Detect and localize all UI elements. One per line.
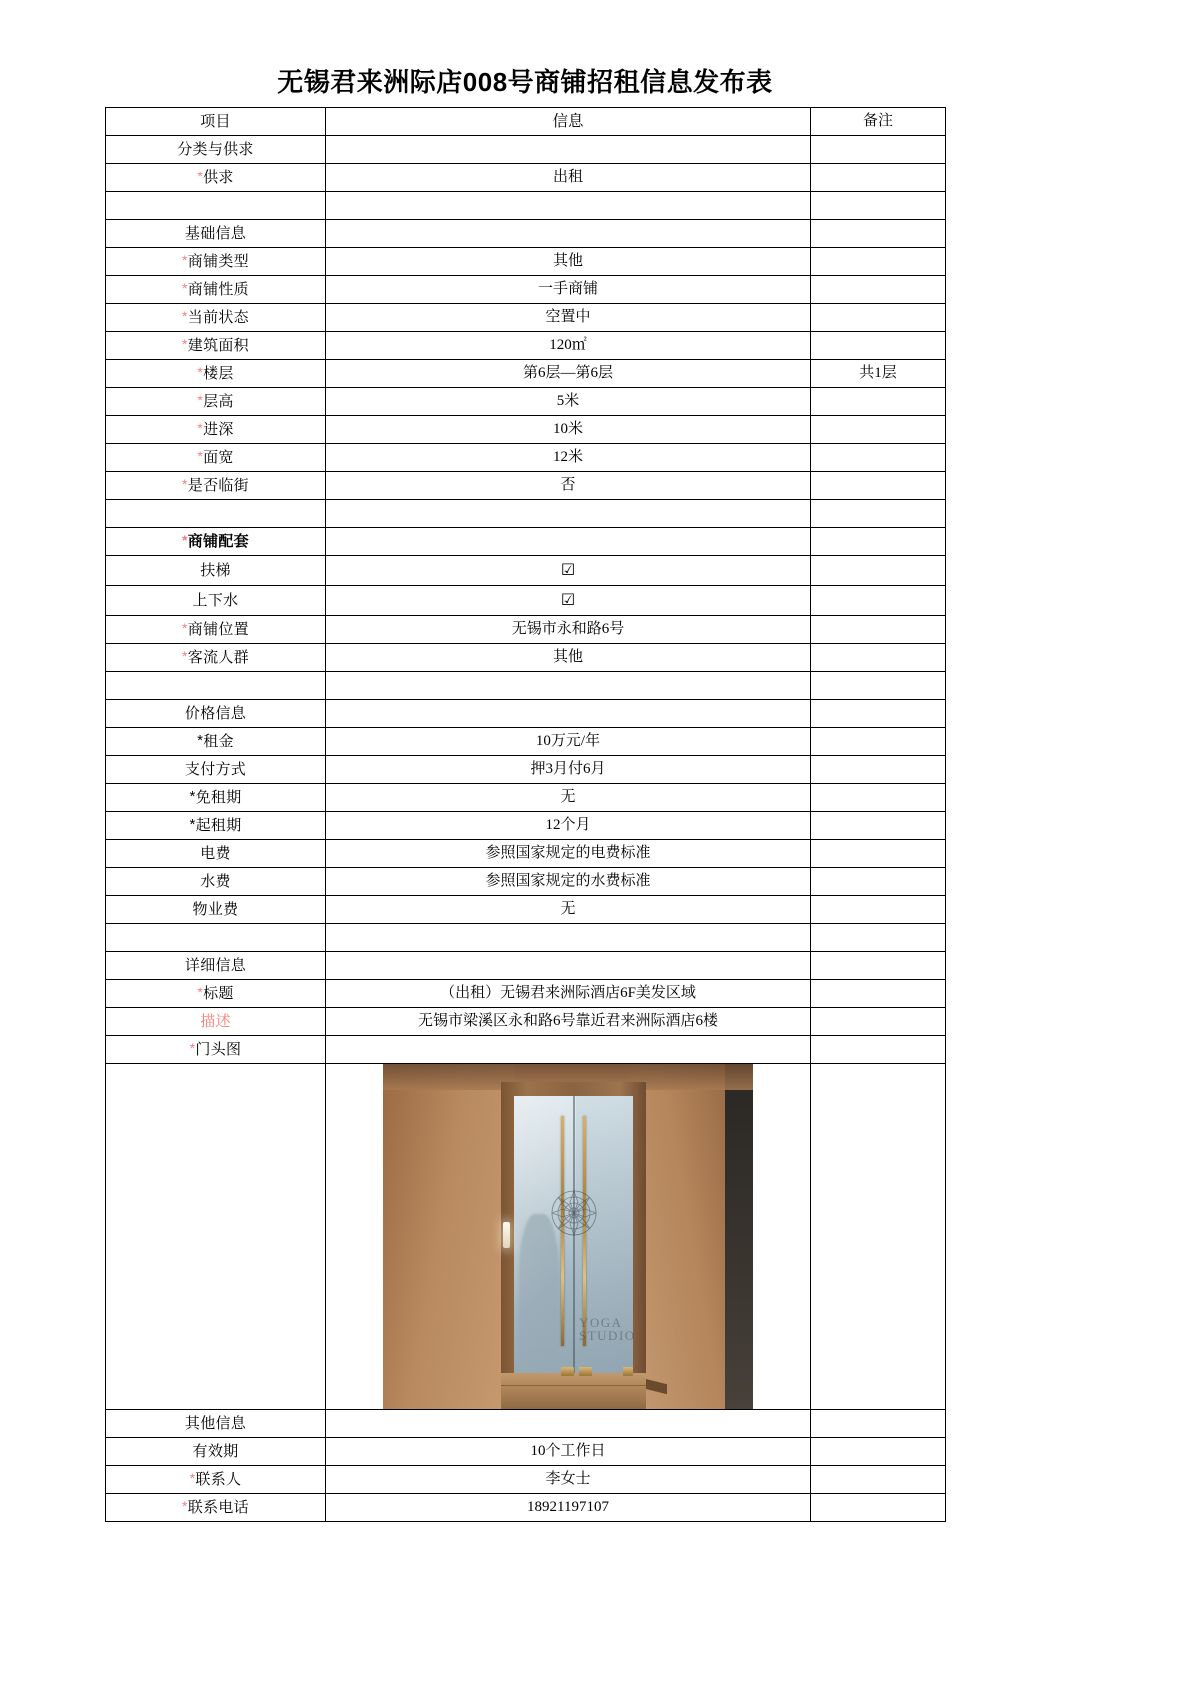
row-label [106, 443, 326, 471]
row-note [811, 867, 946, 895]
row-value-text: 参照国家规定的水费标准 [485, 872, 651, 889]
row-label-text: 详细信息 [184, 956, 247, 974]
row-value [326, 527, 811, 555]
row-note [811, 727, 946, 755]
photo-canvas [383, 1064, 753, 1409]
row-label [106, 135, 326, 163]
row-note [811, 615, 946, 643]
required-asterisk: * [197, 447, 204, 464]
required-asterisk: * [182, 531, 188, 548]
table-row [106, 727, 946, 755]
row-note [811, 191, 946, 219]
row-value-text: 参照国家规定的电费标准 [485, 844, 651, 861]
row-label-text: 客流人群 [187, 648, 249, 666]
photo-door-stop-a [561, 1367, 574, 1376]
row-note [811, 1409, 946, 1437]
row-note [811, 1063, 946, 1409]
row-value-text: 押3月付6月 [530, 760, 606, 777]
row-label [106, 1409, 326, 1437]
row-label-text: 楼层 [203, 364, 234, 382]
row-value [326, 247, 811, 275]
row-label-text: 供求 [203, 168, 234, 186]
row-label-text: 商铺配套 [187, 532, 249, 550]
row-value-text: 18921197107 [527, 1498, 609, 1515]
table-row [106, 839, 946, 867]
required-asterisk: * [182, 1497, 188, 1514]
row-label-text: 联系电话 [187, 1498, 249, 1516]
row-note [811, 247, 946, 275]
row-label [106, 387, 326, 415]
row-note [811, 1437, 946, 1465]
header-note: 备注 [811, 107, 946, 135]
row-value [326, 895, 811, 923]
row-value [326, 867, 811, 895]
table-row [106, 811, 946, 839]
table-row [106, 359, 946, 387]
row-note [811, 527, 946, 555]
table-row [106, 443, 946, 471]
row-label [106, 359, 326, 387]
row-label-text: 分类与供求 [177, 140, 254, 158]
row-value [326, 219, 811, 247]
row-note [811, 783, 946, 811]
required-asterisk: * [197, 731, 204, 749]
row-label-text: 建筑面积 [187, 336, 249, 354]
row-value [326, 303, 811, 331]
row-label [106, 555, 326, 585]
table-row [106, 471, 946, 499]
row-label [106, 527, 326, 555]
row-value-text: 空置中 [545, 308, 591, 325]
row-value-text: 10万元/年 [535, 732, 601, 749]
row-value-text: 12米 [552, 448, 583, 465]
photo-door-stop-c [623, 1367, 633, 1376]
required-asterisk: * [197, 167, 204, 184]
row-label-text: 免租期 [195, 788, 242, 806]
storefront-photo [326, 1064, 810, 1409]
required-asterisk: * [189, 1469, 196, 1486]
row-label [106, 1465, 326, 1493]
row-value [326, 699, 811, 727]
row-value [326, 727, 811, 755]
row-label [106, 755, 326, 783]
row-value[interactable] [326, 555, 811, 585]
row-value [326, 1007, 811, 1035]
row-note [811, 755, 946, 783]
row-note [811, 555, 946, 585]
row-label [106, 867, 326, 895]
row-note [811, 923, 946, 951]
row-label [106, 951, 326, 979]
checkbox-checked-icon: ☑ [560, 589, 576, 609]
row-label [106, 585, 326, 615]
row-note [811, 839, 946, 867]
row-value-text: 李女士 [545, 1470, 591, 1487]
photo-floor [501, 1373, 646, 1409]
table-row [106, 387, 946, 415]
row-note [811, 219, 946, 247]
row-label [106, 839, 326, 867]
row-value-text: （出租）无锡君来洲际酒店6F美发区域 [440, 984, 696, 1001]
table-row [106, 1493, 946, 1521]
table-body [106, 135, 946, 1521]
table-row [106, 219, 946, 247]
mandala-logo-icon [543, 1182, 605, 1244]
row-label [106, 219, 326, 247]
row-label [106, 1007, 326, 1035]
row-value-text: 无 [560, 788, 576, 805]
row-note [811, 443, 946, 471]
row-value [326, 415, 811, 443]
row-note [811, 699, 946, 727]
required-asterisk: * [182, 307, 188, 324]
row-value [326, 499, 811, 527]
row-value [326, 839, 811, 867]
row-value-text: 否 [560, 476, 576, 493]
required-asterisk: * [197, 391, 204, 408]
table-row [106, 585, 946, 615]
row-value [326, 979, 811, 1007]
required-asterisk: * [197, 419, 204, 436]
row-label [106, 1493, 326, 1521]
row-label [106, 331, 326, 359]
row-label [106, 163, 326, 191]
table-row [106, 979, 946, 1007]
row-label-text: 有效期 [192, 1442, 239, 1460]
row-label-text: 电费 [200, 844, 231, 862]
row-label-empty [106, 191, 326, 219]
photo-brand-text [579, 1316, 636, 1342]
row-note [811, 163, 946, 191]
table-row [106, 867, 946, 895]
row-label-text: 是否临街 [187, 476, 249, 494]
row-label [106, 727, 326, 755]
header-item: 项目 [106, 107, 326, 135]
table-row [106, 527, 946, 555]
row-value [326, 923, 811, 951]
required-asterisk: * [189, 815, 196, 833]
table-row [106, 499, 946, 527]
row-value [326, 359, 811, 387]
row-note [811, 671, 946, 699]
row-note [811, 387, 946, 415]
row-label-text: 上下水 [192, 591, 239, 609]
row-value [326, 783, 811, 811]
row-label-text: 当前状态 [187, 308, 249, 326]
table-header-row [106, 107, 946, 135]
row-value [326, 811, 811, 839]
row-note [811, 895, 946, 923]
row-value-text: 出租 [552, 168, 583, 185]
row-value [326, 1409, 811, 1437]
row-value [326, 671, 811, 699]
table-row [106, 415, 946, 443]
row-label-text: 水费 [200, 872, 231, 890]
row-value [326, 1035, 811, 1063]
row-label [106, 895, 326, 923]
table-row [106, 555, 946, 585]
row-value [326, 275, 811, 303]
row-label [106, 615, 326, 643]
table-row [106, 1035, 946, 1063]
row-label [106, 247, 326, 275]
row-label-text: 层高 [203, 392, 234, 410]
row-value [326, 191, 811, 219]
table-row [106, 1465, 946, 1493]
row-value [326, 1465, 811, 1493]
row-label-text: 物业费 [192, 900, 239, 918]
table-row [106, 135, 946, 163]
required-asterisk: * [197, 363, 204, 380]
table-row [106, 783, 946, 811]
row-value-text: 无 [560, 900, 576, 917]
table-row [106, 755, 946, 783]
row-label-text: 其他信息 [184, 1414, 247, 1432]
row-value-text: 10个工作日 [530, 1442, 606, 1459]
row-value-text: 12个月 [545, 816, 591, 833]
required-asterisk: * [182, 647, 188, 664]
row-label [106, 811, 326, 839]
row-label [106, 275, 326, 303]
row-note [811, 331, 946, 359]
row-label [106, 1035, 326, 1063]
row-label-text: 扶梯 [200, 561, 231, 579]
photo-door-stop-b [579, 1367, 592, 1376]
row-label-text: 价格信息 [184, 704, 247, 722]
row-label-empty [106, 499, 326, 527]
row-note-text: 共1层 [859, 364, 897, 381]
row-value-text: 10米 [552, 420, 583, 437]
row-label [106, 979, 326, 1007]
row-note [811, 643, 946, 671]
table-row [106, 191, 946, 219]
row-label-text: 支付方式 [184, 760, 247, 778]
row-label-text: 商铺性质 [187, 280, 249, 298]
row-label-text: 商铺类型 [187, 252, 249, 270]
row-value [326, 471, 811, 499]
row-value [326, 135, 811, 163]
required-asterisk: * [182, 279, 188, 296]
row-value-text: 5米 [556, 392, 580, 409]
row-note [811, 135, 946, 163]
row-value-text: 第6层—第6层 [522, 364, 613, 381]
row-value-text: 一手商铺 [537, 280, 598, 297]
row-note [811, 415, 946, 443]
row-note [811, 1493, 946, 1521]
row-note [811, 1007, 946, 1035]
table-row [106, 163, 946, 191]
listing-info-table [105, 107, 946, 1522]
table-row [106, 331, 946, 359]
row-value [326, 387, 811, 415]
row-value[interactable] [326, 585, 811, 615]
row-value [326, 755, 811, 783]
row-label [106, 303, 326, 331]
row-label [106, 471, 326, 499]
row-note [811, 303, 946, 331]
row-label-text: 面宽 [203, 448, 234, 466]
row-label [106, 783, 326, 811]
row-photo [326, 1063, 811, 1409]
table-row [106, 643, 946, 671]
photo-left-wall [383, 1064, 515, 1409]
table-row [106, 303, 946, 331]
row-value [326, 163, 811, 191]
photo-wall-sconce [503, 1222, 510, 1248]
table-row [106, 1007, 946, 1035]
row-value [326, 951, 811, 979]
required-asterisk: * [182, 335, 188, 352]
row-value [326, 443, 811, 471]
row-value-text: 其他 [552, 252, 583, 269]
row-value [326, 331, 811, 359]
row-note [811, 585, 946, 615]
table-row [106, 1063, 946, 1409]
row-note [811, 499, 946, 527]
required-asterisk: * [189, 1039, 196, 1056]
table-row [106, 895, 946, 923]
row-value-text: 其他 [552, 648, 583, 665]
row-value-text: 120㎡ [549, 336, 587, 353]
table-row [106, 1437, 946, 1465]
row-label-text: 描述 [200, 1012, 231, 1030]
required-asterisk: * [189, 787, 196, 805]
row-note [811, 979, 946, 1007]
required-asterisk: * [182, 251, 188, 268]
row-label [106, 643, 326, 671]
required-asterisk: * [182, 619, 188, 636]
row-note [811, 471, 946, 499]
table-row [106, 275, 946, 303]
row-label-text: 标题 [203, 984, 234, 1002]
row-label-text: 基础信息 [184, 224, 247, 242]
page-title: 无锡君来洲际店008号商铺招租信息发布表 [277, 67, 773, 97]
row-value-text: 无锡市梁溪区永和路6号靠近君来洲际酒店6楼 [417, 1012, 718, 1029]
row-label [106, 415, 326, 443]
row-label-text: 起租期 [195, 816, 242, 834]
required-asterisk: * [197, 983, 204, 1000]
row-value [326, 1437, 811, 1465]
photo-dark-edge [725, 1064, 753, 1409]
table-row [106, 247, 946, 275]
table-row [106, 615, 946, 643]
table-row [106, 951, 946, 979]
table-row [106, 671, 946, 699]
checkbox-checked-icon: ☑ [560, 559, 576, 579]
row-label-empty [106, 1063, 326, 1409]
row-note [811, 1465, 946, 1493]
row-value-text: 无锡市永和路6号 [511, 620, 625, 637]
row-note [811, 1035, 946, 1063]
row-label-empty [106, 671, 326, 699]
brand-line-2: STUDIO [579, 1327, 636, 1343]
row-note [811, 951, 946, 979]
table-row [106, 923, 946, 951]
brand-line-1: YOGA [579, 1314, 623, 1330]
row-note [811, 811, 946, 839]
row-label-empty [106, 923, 326, 951]
row-label-text: 门头图 [195, 1040, 242, 1058]
row-note [811, 359, 946, 387]
row-label-text: 商铺位置 [187, 620, 249, 638]
row-label-text: 进深 [203, 420, 234, 438]
header-info: 信息 [326, 107, 811, 135]
row-label [106, 699, 326, 727]
required-asterisk: * [182, 475, 188, 492]
row-note [811, 275, 946, 303]
row-label [106, 1437, 326, 1465]
row-value [326, 1493, 811, 1521]
row-label-text: 租金 [203, 732, 234, 750]
table-row [106, 699, 946, 727]
row-value [326, 615, 811, 643]
row-value [326, 643, 811, 671]
table-row [106, 1409, 946, 1437]
row-label-text: 联系人 [195, 1470, 242, 1488]
